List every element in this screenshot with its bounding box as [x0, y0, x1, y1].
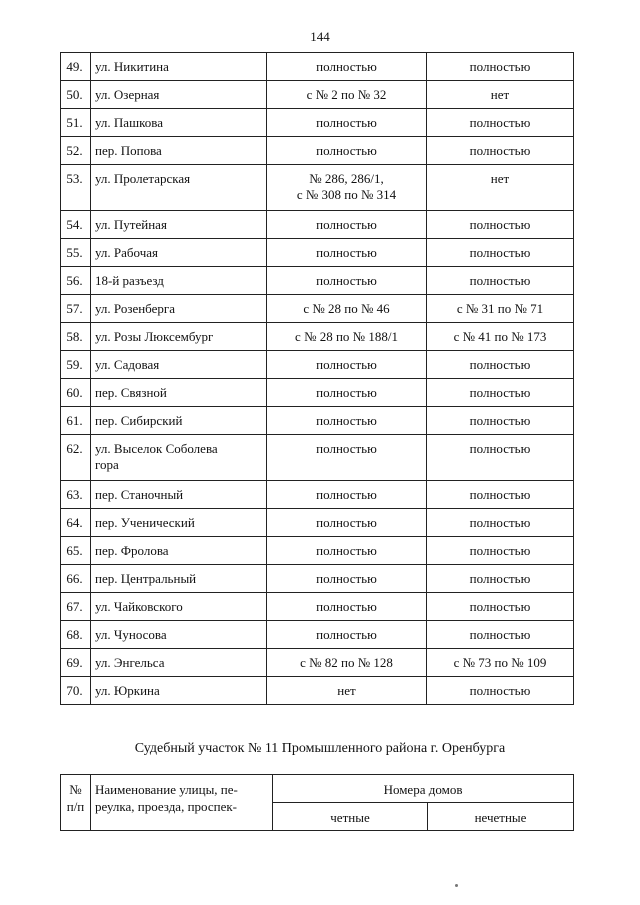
even-houses: полностью [267, 565, 427, 593]
even-houses-line: с № 308 по № 314 [296, 187, 397, 202]
row-number: 49. [61, 53, 91, 81]
odd-houses: полностью [427, 621, 574, 649]
odd-houses: полностью [427, 267, 574, 295]
even-houses: полностью [267, 211, 427, 239]
table-row [61, 53, 574, 81]
odd-houses: полностью [427, 53, 574, 81]
table-row [61, 239, 574, 267]
row-number: 51. [61, 109, 91, 137]
table-row [61, 407, 574, 435]
table-row [61, 565, 574, 593]
row-number: 62. [61, 435, 91, 481]
section-title: Судебный участок № 11 Промышленного района г. Оренбурга [134, 741, 506, 756]
odd-houses: с № 31 по № 71 [427, 295, 574, 323]
street-name: ул. Рабочая [91, 239, 267, 267]
next-table-header [60, 774, 574, 831]
even-houses [267, 165, 427, 211]
even-houses: полностью [267, 239, 427, 267]
column-header-even: четные [273, 803, 428, 831]
odd-houses: с № 73 по № 109 [427, 649, 574, 677]
table-row [61, 109, 574, 137]
street-name: пер. Сибирский [91, 407, 267, 435]
row-number: 60. [61, 379, 91, 407]
table-row [61, 649, 574, 677]
even-houses: полностью [267, 509, 427, 537]
odd-houses: с № 41 по № 173 [427, 323, 574, 351]
row-number: 58. [61, 323, 91, 351]
column-header-street-name-line: Наименование улицы, пе- [95, 782, 238, 797]
table-row [61, 137, 574, 165]
row-number: 53. [61, 165, 91, 211]
table-row [61, 537, 574, 565]
row-number: 57. [61, 295, 91, 323]
even-houses: полностью [267, 137, 427, 165]
even-houses: полностью [267, 537, 427, 565]
even-houses: полностью [267, 435, 427, 481]
street-name: ул. Юркина [91, 677, 267, 705]
odd-houses: полностью [427, 565, 574, 593]
odd-houses: полностью [427, 593, 574, 621]
even-houses: с № 28 по № 188/1 [267, 323, 427, 351]
column-header-odd: нечетные [428, 803, 574, 831]
street-name [91, 435, 267, 481]
street-name: пер. Связной [91, 379, 267, 407]
even-houses: нет [267, 677, 427, 705]
table-row [61, 165, 574, 211]
street-name-line: ул. Выселок Соболева [95, 441, 218, 456]
row-number: 69. [61, 649, 91, 677]
street-name: пер. Ученический [91, 509, 267, 537]
street-name: ул. Путейная [91, 211, 267, 239]
column-header-house-numbers: Номера домов [273, 775, 574, 803]
even-houses: полностью [267, 593, 427, 621]
street-name: ул. Никитина [91, 53, 267, 81]
even-houses: полностью [267, 407, 427, 435]
table-row [61, 323, 574, 351]
even-houses: полностью [267, 109, 427, 137]
street-name: ул. Садовая [91, 351, 267, 379]
column-header-number [61, 775, 91, 831]
odd-houses: полностью [427, 379, 574, 407]
row-number: 56. [61, 267, 91, 295]
street-name: пер. Центральный [91, 565, 267, 593]
street-name: ул. Чайковского [91, 593, 267, 621]
column-header-street-name [91, 775, 273, 831]
street-name-line: гора [95, 457, 119, 472]
table-row [61, 211, 574, 239]
street-name: ул. Энгельса [91, 649, 267, 677]
row-number: 50. [61, 81, 91, 109]
even-houses: полностью [267, 267, 427, 295]
page-number: 144 [310, 29, 330, 44]
row-number: 68. [61, 621, 91, 649]
odd-houses: полностью [427, 677, 574, 705]
street-name: 18-й разъезд [91, 267, 267, 295]
table-row [61, 481, 574, 509]
odd-houses: полностью [427, 537, 574, 565]
table-row [61, 81, 574, 109]
row-number: 61. [61, 407, 91, 435]
row-number: 55. [61, 239, 91, 267]
street-name: ул. Пашкова [91, 109, 267, 137]
row-number: 66. [61, 565, 91, 593]
even-houses: полностью [267, 351, 427, 379]
even-houses: полностью [267, 621, 427, 649]
row-number: 65. [61, 537, 91, 565]
even-houses: с № 28 по № 46 [267, 295, 427, 323]
table-row [61, 621, 574, 649]
odd-houses: полностью [427, 351, 574, 379]
header-row [61, 775, 574, 803]
even-houses: полностью [267, 379, 427, 407]
table-row [61, 435, 574, 481]
row-number: 59. [61, 351, 91, 379]
street-name: ул. Розенберга [91, 295, 267, 323]
street-name: ул. Пролетарская [91, 165, 267, 211]
odd-houses: полностью [427, 137, 574, 165]
odd-houses: полностью [427, 509, 574, 537]
odd-houses: полностью [427, 239, 574, 267]
table-row [61, 593, 574, 621]
even-houses: с № 2 по № 32 [267, 81, 427, 109]
street-name: ул. Розы Люксембург [91, 323, 267, 351]
row-number: 52. [61, 137, 91, 165]
column-header-number-line: № [69, 782, 82, 797]
odd-houses: нет [427, 165, 574, 211]
odd-houses: полностью [427, 211, 574, 239]
row-number: 70. [61, 677, 91, 705]
even-houses: полностью [267, 481, 427, 509]
streets-table [60, 52, 574, 705]
column-header-street-name-line: реулка, проезда, проспек- [95, 799, 238, 814]
street-name: ул. Чуносова [91, 621, 267, 649]
street-name: пер. Попова [91, 137, 267, 165]
odd-houses: полностью [427, 109, 574, 137]
column-header-number-line: п/п [66, 799, 85, 814]
table-row [61, 351, 574, 379]
table-row [61, 379, 574, 407]
table-row [61, 267, 574, 295]
street-name: пер. Фролова [91, 537, 267, 565]
row-number: 63. [61, 481, 91, 509]
even-houses: полностью [267, 53, 427, 81]
row-number: 67. [61, 593, 91, 621]
scan-speck [455, 884, 458, 887]
even-houses: с № 82 по № 128 [267, 649, 427, 677]
odd-houses: полностью [427, 481, 574, 509]
row-number: 64. [61, 509, 91, 537]
street-name: ул. Озерная [91, 81, 267, 109]
odd-houses: полностью [427, 407, 574, 435]
odd-houses: полностью [427, 435, 574, 481]
even-houses-line: № 286, 286/1, [309, 171, 384, 186]
odd-houses: нет [427, 81, 574, 109]
table-row [61, 295, 574, 323]
street-name: пер. Станочный [91, 481, 267, 509]
streets-table-body [61, 53, 574, 705]
table-row [61, 509, 574, 537]
table-row [61, 677, 574, 705]
row-number: 54. [61, 211, 91, 239]
